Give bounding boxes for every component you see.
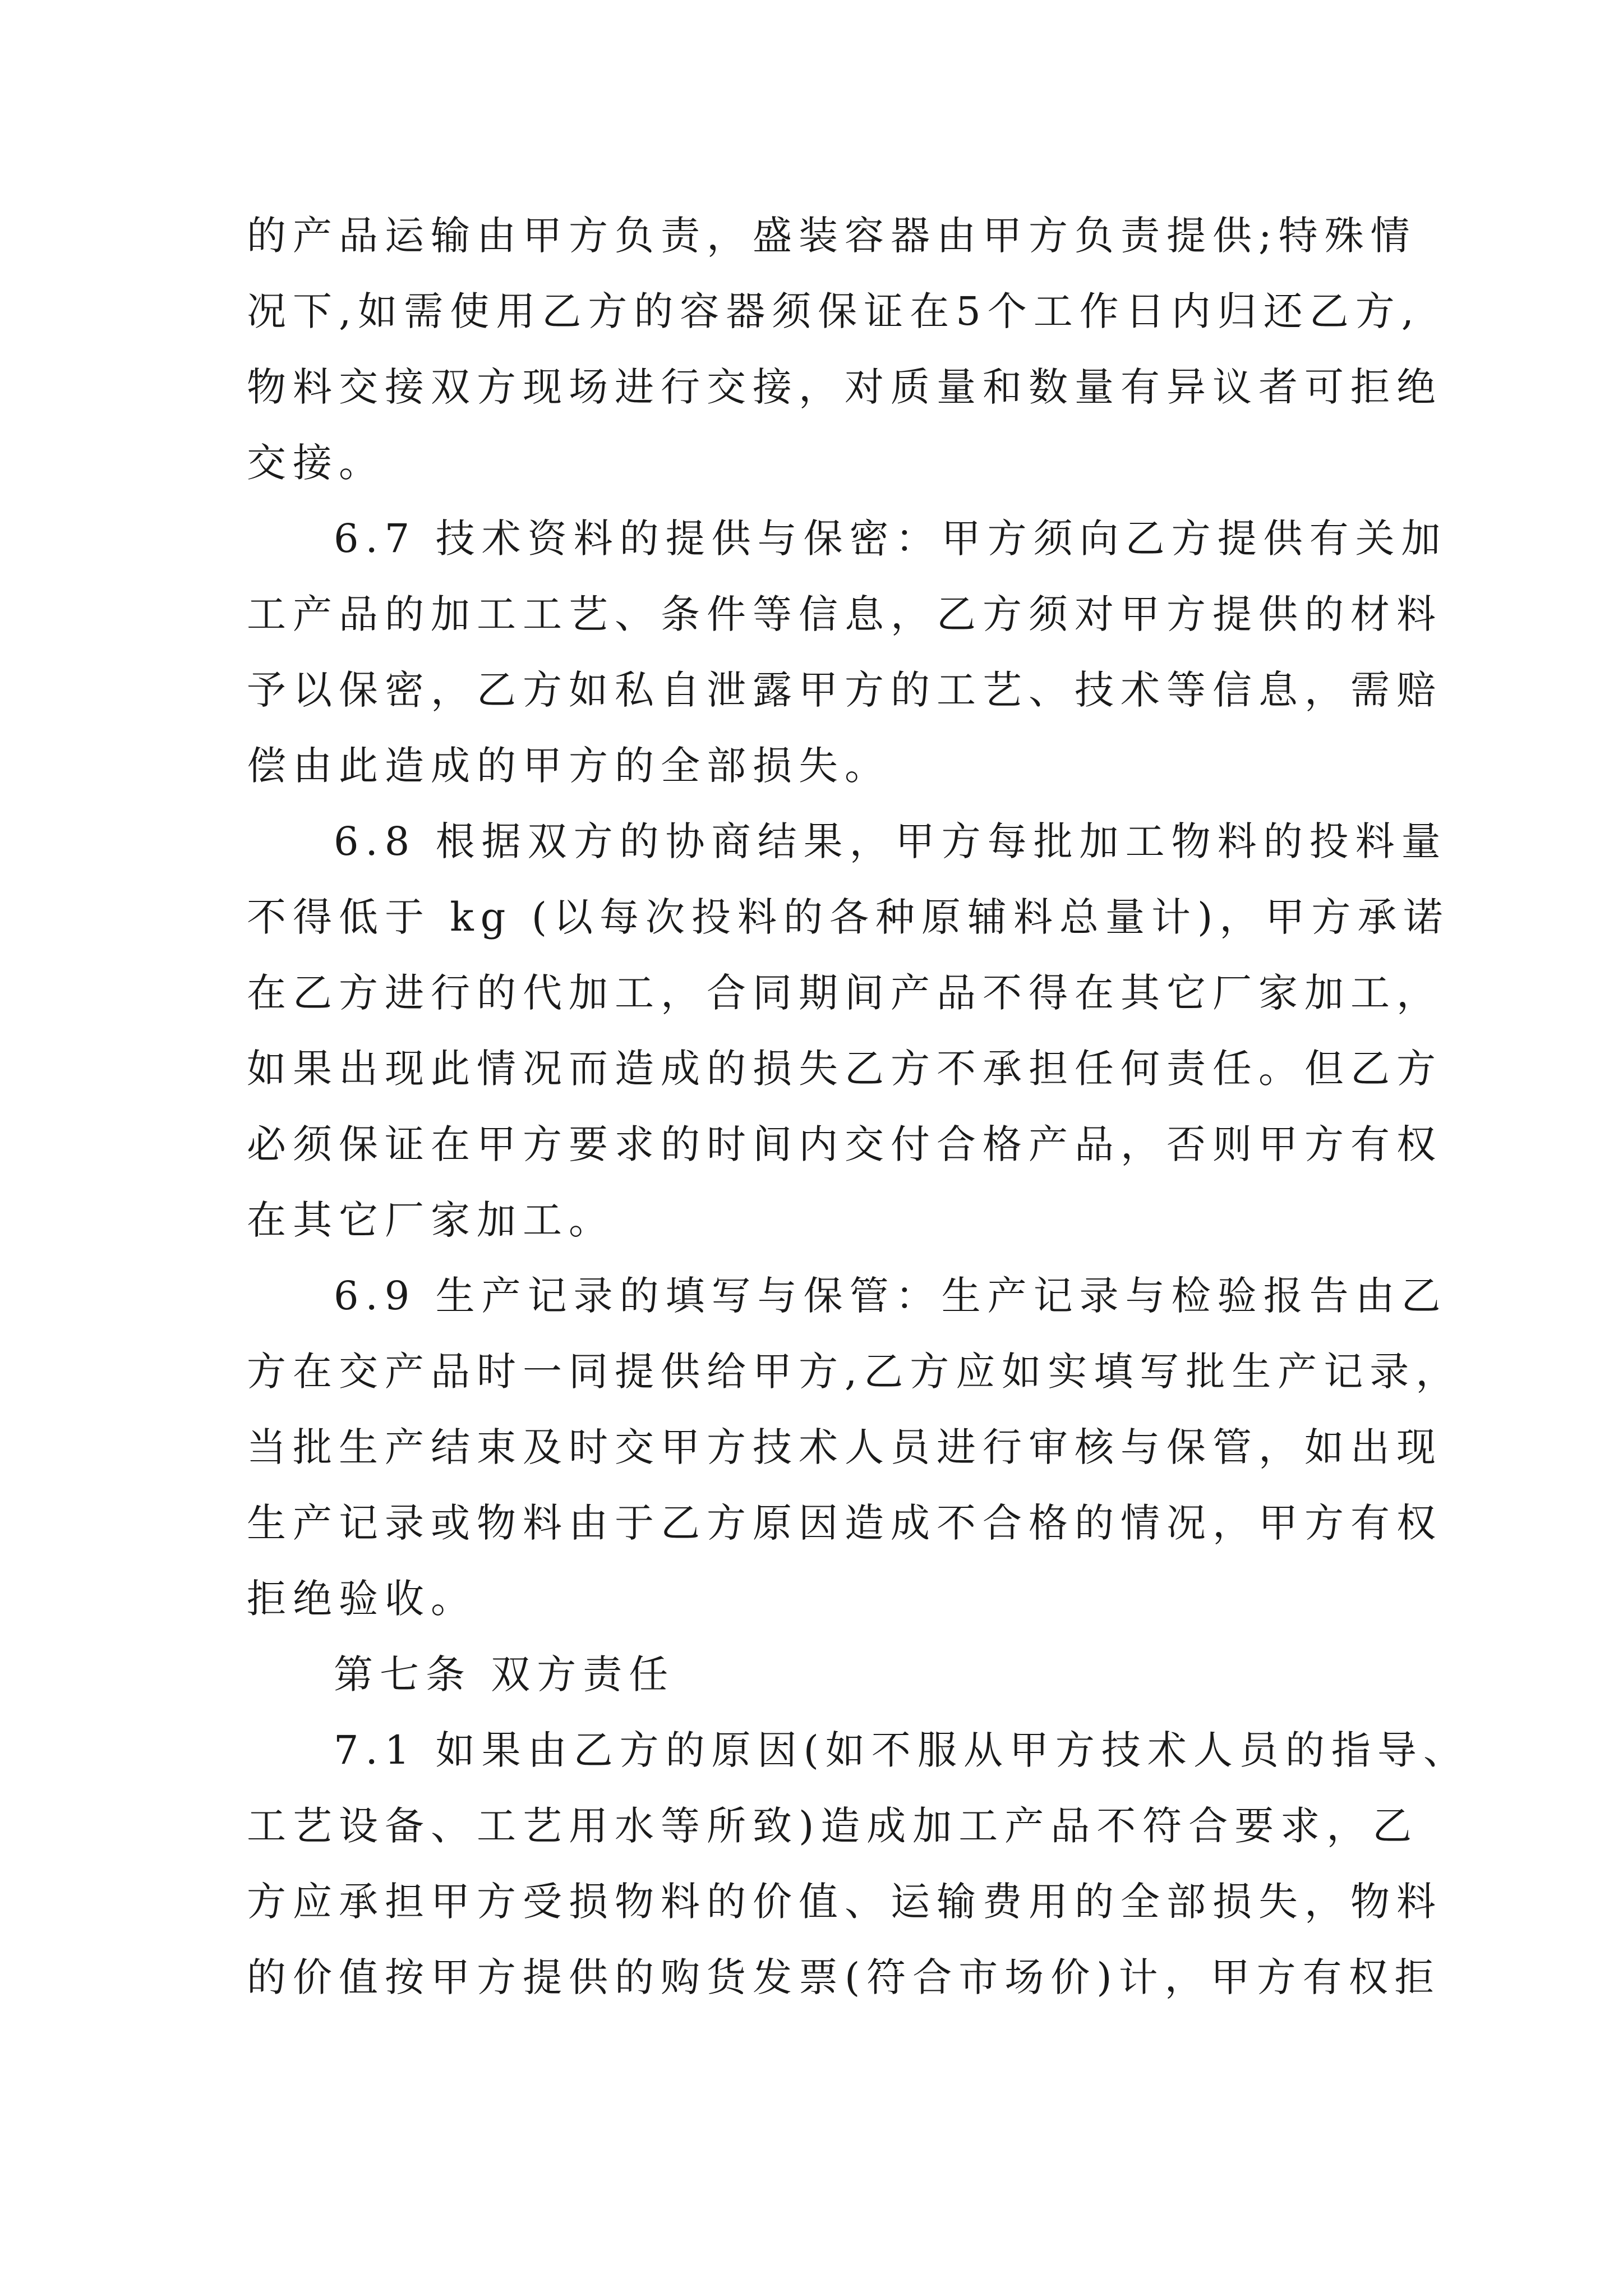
text-line: 交接。 xyxy=(247,440,385,486)
text-line: 况下,如需使用乙方的容器须保证在5个工作日内归还乙方, xyxy=(247,288,1421,334)
text-line: 不得低于 kg (以每次投料的各种原辅料总量计)，甲方承诺 xyxy=(247,894,1450,940)
section-6-9-heading-line: 6.9 生产记录的填写与保管：生产记录与检验报告由乙 xyxy=(334,1273,1447,1319)
text-line: 方应承担甲方受损物料的价值、运输费用的全部损失，物料 xyxy=(247,1879,1442,1925)
text-line: 的产品运输由甲方负责，盛装容器由甲方负责提供;特殊情 xyxy=(247,213,1417,259)
text-line: 必须保证在甲方要求的时间内交付合格产品，否则甲方有权 xyxy=(247,1121,1442,1167)
text-line: 如果出现此情况而造成的损失乙方不承担任何责任。但乙方 xyxy=(247,1046,1442,1092)
text-line: 予以保密，乙方如私自泄露甲方的工艺、技术等信息，需赔 xyxy=(247,667,1442,713)
text-line: 物料交接双方现场进行交接，对质量和数量有异议者可拒绝 xyxy=(247,364,1442,410)
text-line: 工产品的加工工艺、条件等信息，乙方须对甲方提供的材料 xyxy=(247,591,1442,637)
text-line: 拒绝验收。 xyxy=(247,1576,477,1622)
text-line: 当批生产结束及时交甲方技术人员进行审核与保管，如出现 xyxy=(247,1424,1442,1470)
article-7-heading: 第七条 双方责任 xyxy=(334,1651,675,1697)
text-line: 在其它厂家加工。 xyxy=(247,1197,615,1243)
text-line: 的价值按甲方提供的购货发票(符合市场价)计，甲方有权拒 xyxy=(247,1954,1441,2000)
section-6-7-heading-line: 6.7 技术资料的提供与保密：甲方须向乙方提供有关加 xyxy=(334,516,1447,562)
text-line: 生产记录或物料由于乙方原因造成不合格的情况，甲方有权 xyxy=(247,1500,1442,1546)
text-line: 在乙方进行的代加工，合同期间产品不得在其它厂家加工， xyxy=(247,970,1442,1016)
section-7-1-heading-line: 7.1 如果由乙方的原因(如不服从甲方技术人员的指导、 xyxy=(334,1727,1469,1773)
text-line: 方在交产品时一同提供给甲方,乙方应如实填写批生产记录， xyxy=(247,1349,1462,1395)
text-line: 偿由此造成的甲方的全部损失。 xyxy=(247,743,891,789)
text-line: 工艺设备、工艺用水等所致)造成加工产品不符合要求，乙 xyxy=(247,1803,1419,1849)
section-6-8-heading-line: 6.8 根据双方的协商结果，甲方每批加工物料的投料量 xyxy=(334,818,1447,864)
